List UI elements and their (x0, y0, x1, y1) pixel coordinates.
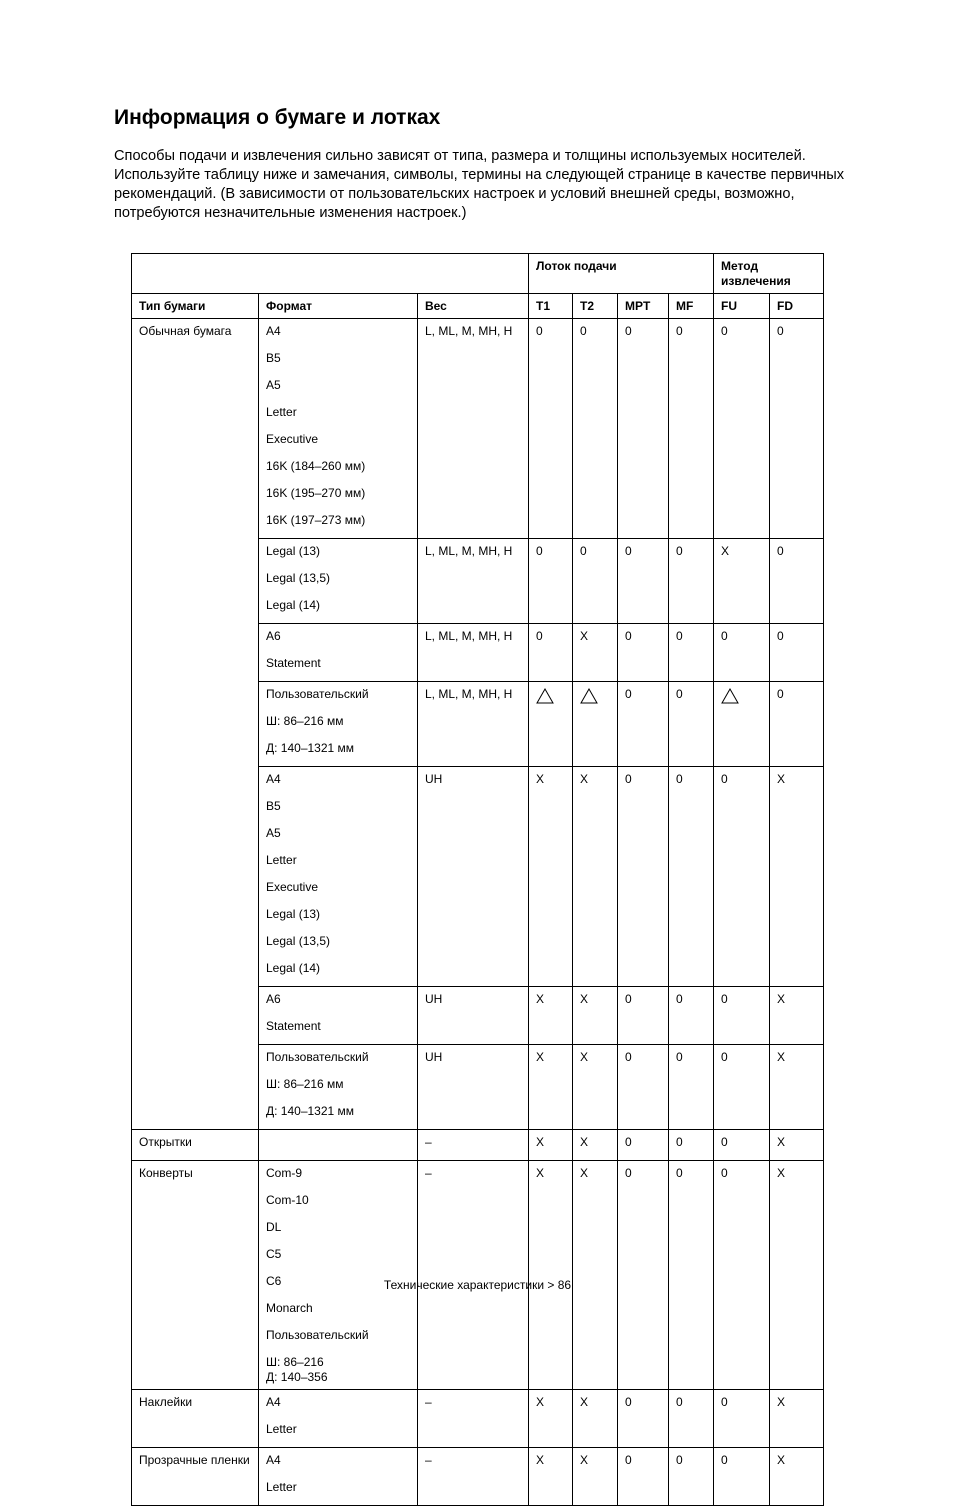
column-header: Формат (259, 294, 418, 319)
value-cell: 0 (669, 767, 714, 987)
format-cell (259, 1390, 418, 1448)
format-cell-line: Legal (13) (266, 907, 321, 921)
column-header: Тип бумаги (132, 294, 259, 319)
value-cell: 0 (669, 1448, 714, 1506)
weight-cell: UH (418, 987, 529, 1045)
value-cell: 0 (573, 539, 618, 624)
value-cell (529, 682, 573, 767)
format-cell-line: A5 (266, 378, 281, 392)
paper-type-cell-line: Прозрачные пленки (139, 1453, 250, 1467)
value-cell: X (573, 624, 618, 682)
value-cell: 0 (669, 987, 714, 1045)
format-cell (259, 624, 418, 682)
value-cell: 0 (669, 1045, 714, 1130)
paper-type-cell (132, 319, 259, 1130)
feed-tray-header: Лоток подачи (529, 254, 714, 294)
value-cell: X (770, 1390, 824, 1448)
value-cell: X (770, 1161, 824, 1390)
format-cell-line: A6 (266, 992, 281, 1006)
value-cell: X (770, 1448, 824, 1506)
weight-cell: UH (418, 1045, 529, 1130)
value-cell: 0 (714, 1045, 770, 1130)
triangle-icon (536, 688, 554, 704)
page-footer: Технические характеристики > 86 (383, 1278, 572, 1292)
value-cell: X (529, 1448, 573, 1506)
value-cell: 0 (770, 539, 824, 624)
value-cell: 0 (529, 624, 573, 682)
weight-cell: L, ML, M, MH, H (418, 682, 529, 767)
weight-cell: – (418, 1161, 529, 1390)
paper-type-cell (132, 1161, 259, 1390)
format-cell-line: Legal (14) (266, 598, 321, 612)
value-cell: 0 (618, 1045, 669, 1130)
format-cell-line: B5 (266, 799, 281, 813)
value-cell: X (573, 987, 618, 1045)
format-cell-line: DL (266, 1220, 282, 1234)
value-cell: 0 (714, 1390, 770, 1448)
format-cell-line: Пользовательский (266, 1328, 369, 1342)
weight-cell: – (418, 1448, 529, 1506)
value-cell: 0 (669, 1161, 714, 1390)
format-cell-line: Legal (13) (266, 544, 321, 558)
format-cell (259, 767, 418, 987)
value-cell: X (770, 767, 824, 987)
format-cell-line: 16K (184–260 мм) (266, 459, 366, 473)
value-cell: X (529, 987, 573, 1045)
table-row (132, 319, 824, 539)
column-header: FU (714, 294, 770, 319)
format-cell-line: A4 (266, 324, 281, 338)
format-cell (259, 987, 418, 1045)
format-cell-line: Executive (266, 880, 319, 894)
value-cell: 0 (529, 319, 573, 539)
format-cell-line: B5 (266, 351, 281, 365)
value-cell: 0 (770, 682, 824, 767)
table-row (132, 1130, 824, 1161)
value-cell: 0 (669, 539, 714, 624)
format-cell (259, 1161, 418, 1390)
value-cell: X (770, 1130, 824, 1161)
value-cell: 0 (529, 539, 573, 624)
value-cell: X (770, 1045, 824, 1130)
format-cell-line: 16K (197–273 мм) (266, 513, 366, 527)
format-cell (259, 319, 418, 539)
intro-paragraph: Способы подачи и извлечения сильно зависят от типа, размера и толщины используемых носителей. Используйте таблицу ниже и замечания, символы, термины на следующей странице в качестве первичных рекомендаций. (В зависимости от пользовательских настроек и условий внешней среды, возможно, потребуются незначительные изменения настроек.) (114, 148, 845, 221)
value-cell: 0 (618, 1161, 669, 1390)
format-cell (259, 682, 418, 767)
value-cell: 0 (669, 682, 714, 767)
format-cell (259, 1448, 418, 1506)
value-cell: X (529, 1390, 573, 1448)
value-cell: 0 (573, 319, 618, 539)
value-cell: X (573, 1161, 618, 1390)
column-header: T1 (529, 294, 573, 319)
value-cell: 0 (714, 1448, 770, 1506)
table-row (132, 1390, 824, 1448)
value-cell: X (529, 1045, 573, 1130)
value-cell: 0 (618, 319, 669, 539)
value-cell: X (714, 539, 770, 624)
value-cell: 0 (770, 624, 824, 682)
format-cell-line: Com-10 (266, 1193, 309, 1207)
value-cell: 0 (669, 1130, 714, 1161)
triangle-icon (580, 688, 598, 704)
value-cell: 0 (714, 624, 770, 682)
format-cell-line: Monarch (266, 1301, 313, 1315)
format-cell-line: Ш: 86–216 мм (266, 714, 344, 728)
output-method-header: Метод извлечения (714, 254, 824, 294)
value-cell: 0 (618, 767, 669, 987)
value-cell: X (573, 1448, 618, 1506)
format-cell-line: A5 (266, 826, 281, 840)
format-cell-line: Letter (266, 853, 297, 867)
table-row (132, 1448, 824, 1506)
paper-type-cell (132, 1448, 259, 1506)
value-cell: 0 (618, 987, 669, 1045)
paper-type-cell-line: Конверты (139, 1166, 193, 1180)
format-cell-line: Ш: 86–216 Д: 140–356 (266, 1355, 328, 1384)
value-cell: 0 (669, 624, 714, 682)
weight-cell: UH (418, 767, 529, 987)
format-cell-line: Ш: 86–216 мм (266, 1077, 344, 1091)
format-cell-line: Legal (14) (266, 961, 321, 975)
format-cell-line: C6 (266, 1274, 282, 1288)
column-header: MF (669, 294, 714, 319)
value-cell: X (770, 987, 824, 1045)
format-cell-line: C5 (266, 1247, 282, 1261)
group-header-row (132, 254, 824, 294)
value-cell: 0 (714, 1161, 770, 1390)
format-cell-line: Д: 140–1321 мм (266, 741, 355, 755)
value-cell: X (573, 1130, 618, 1161)
format-cell-line: Пользовательский (266, 1050, 369, 1064)
format-cell-line: A6 (266, 629, 281, 643)
value-cell: 0 (618, 539, 669, 624)
format-cell (259, 539, 418, 624)
value-cell (573, 682, 618, 767)
column-header: MPT (618, 294, 669, 319)
format-cell (259, 1130, 418, 1161)
empty-header-cell (132, 254, 529, 294)
value-cell: X (573, 767, 618, 987)
value-cell: X (529, 767, 573, 987)
format-cell-line: A4 (266, 1395, 281, 1409)
value-cell: 0 (714, 1130, 770, 1161)
format-cell (259, 1045, 418, 1130)
value-cell: 0 (618, 1448, 669, 1506)
format-cell-line: A4 (266, 1453, 281, 1467)
value-cell: 0 (618, 1390, 669, 1448)
paper-type-cell (132, 1390, 259, 1448)
format-cell-line: Д: 140–1321 мм (266, 1104, 355, 1118)
value-cell: 0 (714, 987, 770, 1045)
value-cell: X (573, 1390, 618, 1448)
value-cell: 0 (669, 1390, 714, 1448)
value-cell: 0 (618, 682, 669, 767)
format-cell-line: Executive (266, 432, 319, 446)
format-cell-line: Letter (266, 1422, 297, 1436)
paper-type-cell-line: Наклейки (139, 1395, 193, 1409)
column-header: T2 (573, 294, 618, 319)
page-title: Информация о бумаге и лотках (114, 106, 441, 129)
format-cell-line: Legal (13,5) (266, 571, 331, 585)
format-cell-line: Statement (266, 1019, 321, 1033)
column-header: Вес (418, 294, 529, 319)
paper-tray-table (131, 253, 824, 1506)
value-cell: X (529, 1161, 573, 1390)
value-cell (714, 682, 770, 767)
value-cell: X (573, 1045, 618, 1130)
weight-cell: L, ML, M, MH, H (418, 319, 529, 539)
format-cell-line: Пользовательский (266, 687, 369, 701)
weight-cell: – (418, 1390, 529, 1448)
table-body (132, 319, 824, 1506)
column-header-row (132, 294, 824, 319)
column-header: FD (770, 294, 824, 319)
format-cell-line: Letter (266, 1480, 297, 1494)
format-cell-line: Com-9 (266, 1166, 303, 1180)
format-cell-line: 16K (195–270 мм) (266, 486, 366, 500)
value-cell: 0 (669, 319, 714, 539)
format-cell-line: Legal (13,5) (266, 934, 331, 948)
format-cell-line: A4 (266, 772, 281, 786)
weight-cell: L, ML, M, MH, H (418, 624, 529, 682)
weight-cell: L, ML, M, MH, H (418, 539, 529, 624)
value-cell: 0 (770, 319, 824, 539)
paper-type-cell (132, 1130, 259, 1161)
value-cell: 0 (618, 1130, 669, 1161)
weight-cell: – (418, 1130, 529, 1161)
value-cell: 0 (714, 767, 770, 987)
table-row (132, 1161, 824, 1390)
format-cell-line: Statement (266, 656, 321, 670)
format-cell-line: Letter (266, 405, 297, 419)
value-cell: X (529, 1130, 573, 1161)
triangle-icon (721, 688, 739, 704)
paper-type-cell-line: Обычная бумага (139, 324, 232, 338)
paper-type-cell-line: Открытки (139, 1135, 192, 1149)
value-cell: 0 (714, 319, 770, 539)
value-cell: 0 (618, 624, 669, 682)
